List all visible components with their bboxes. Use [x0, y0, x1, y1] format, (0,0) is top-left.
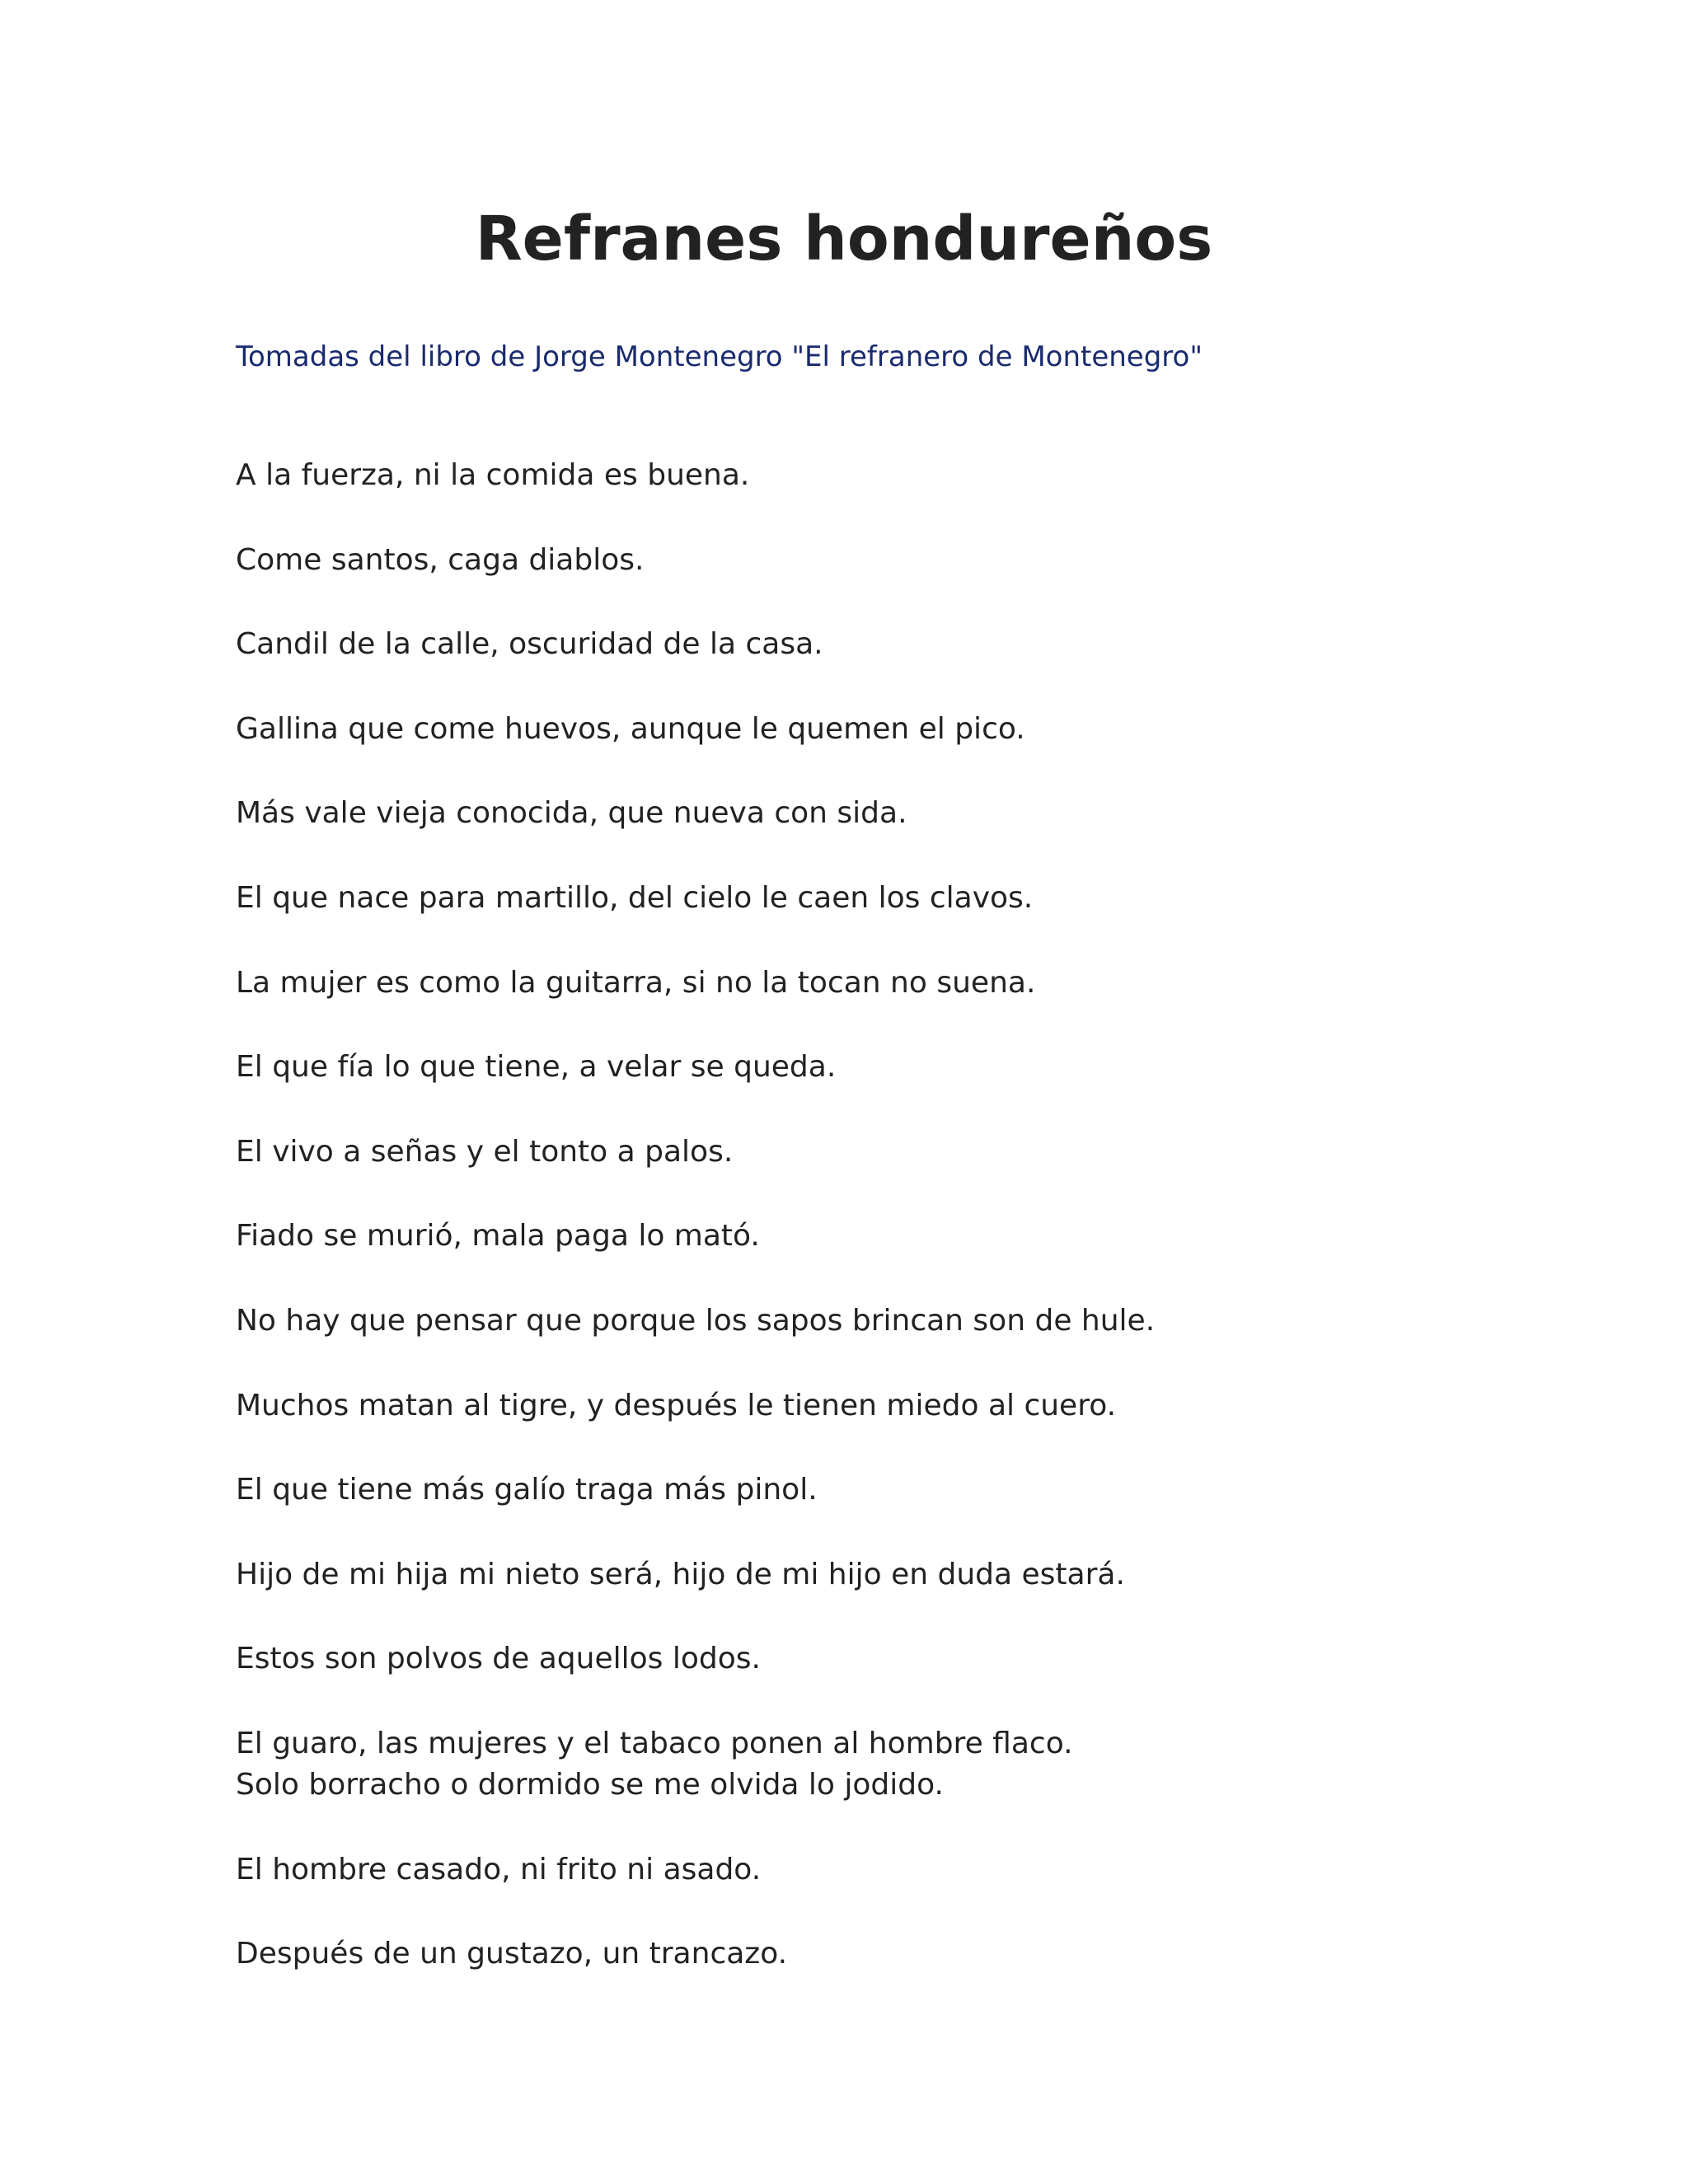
saying-item: La mujer es como la guitarra, si no la tocan no suena. [236, 965, 1036, 1000]
document-subtitle: Tomadas del libro de Jorge Montenegro "El refranero de Montenegro" [236, 340, 1203, 373]
saying-item: Más vale vieja conocida, que nueva con sida. [236, 796, 907, 831]
saying-item: Come santos, caga diablos. [236, 542, 645, 577]
sayings-list [236, 455, 1155, 2018]
saying-item: No hay que pensar que porque los sapos brincan son de hule. [236, 1303, 1156, 1338]
document-title: Refranes hondureños [475, 204, 1213, 274]
saying-item: A la fuerza, ni la comida es buena. [236, 458, 750, 492]
saying-item: Candil de la calle, oscuridad de la casa. [236, 627, 823, 662]
saying-item: El hombre casado, ni frito ni asado. [236, 1852, 762, 1886]
saying-item: El que tiene más galío traga más pinol. [236, 1473, 818, 1507]
saying-item: El que fía lo que tiene, a velar se queda. [236, 1050, 837, 1085]
saying-item: Muchos matan al tigre, y después le tienen miedo al cuero. [236, 1388, 1117, 1422]
saying-item: Gallina que come huevos, aunque le quemen el pico. [236, 711, 1025, 746]
saying-item: Solo borracho o dormido se me olvida lo jodido. [236, 1767, 944, 1802]
saying-item: Después de un gustazo, un trancazo. [236, 1937, 788, 1971]
saying-item: El que nace para martillo, del cielo le caen los clavos. [236, 880, 1034, 915]
saying-item: Estos son polvos de aquellos lodos. [236, 1642, 761, 1676]
saying-item: Fiado se murió, mala paga lo mató. [236, 1219, 760, 1254]
saying-item: Hijo de mi hija mi nieto será, hijo de mi hijo en duda estará. [236, 1557, 1125, 1591]
saying-item: El vivo a señas y el tonto a palos. [236, 1134, 734, 1169]
saying-item: El guaro, las mujeres y el tabaco ponen al hombre flaco. [236, 1726, 1073, 1760]
